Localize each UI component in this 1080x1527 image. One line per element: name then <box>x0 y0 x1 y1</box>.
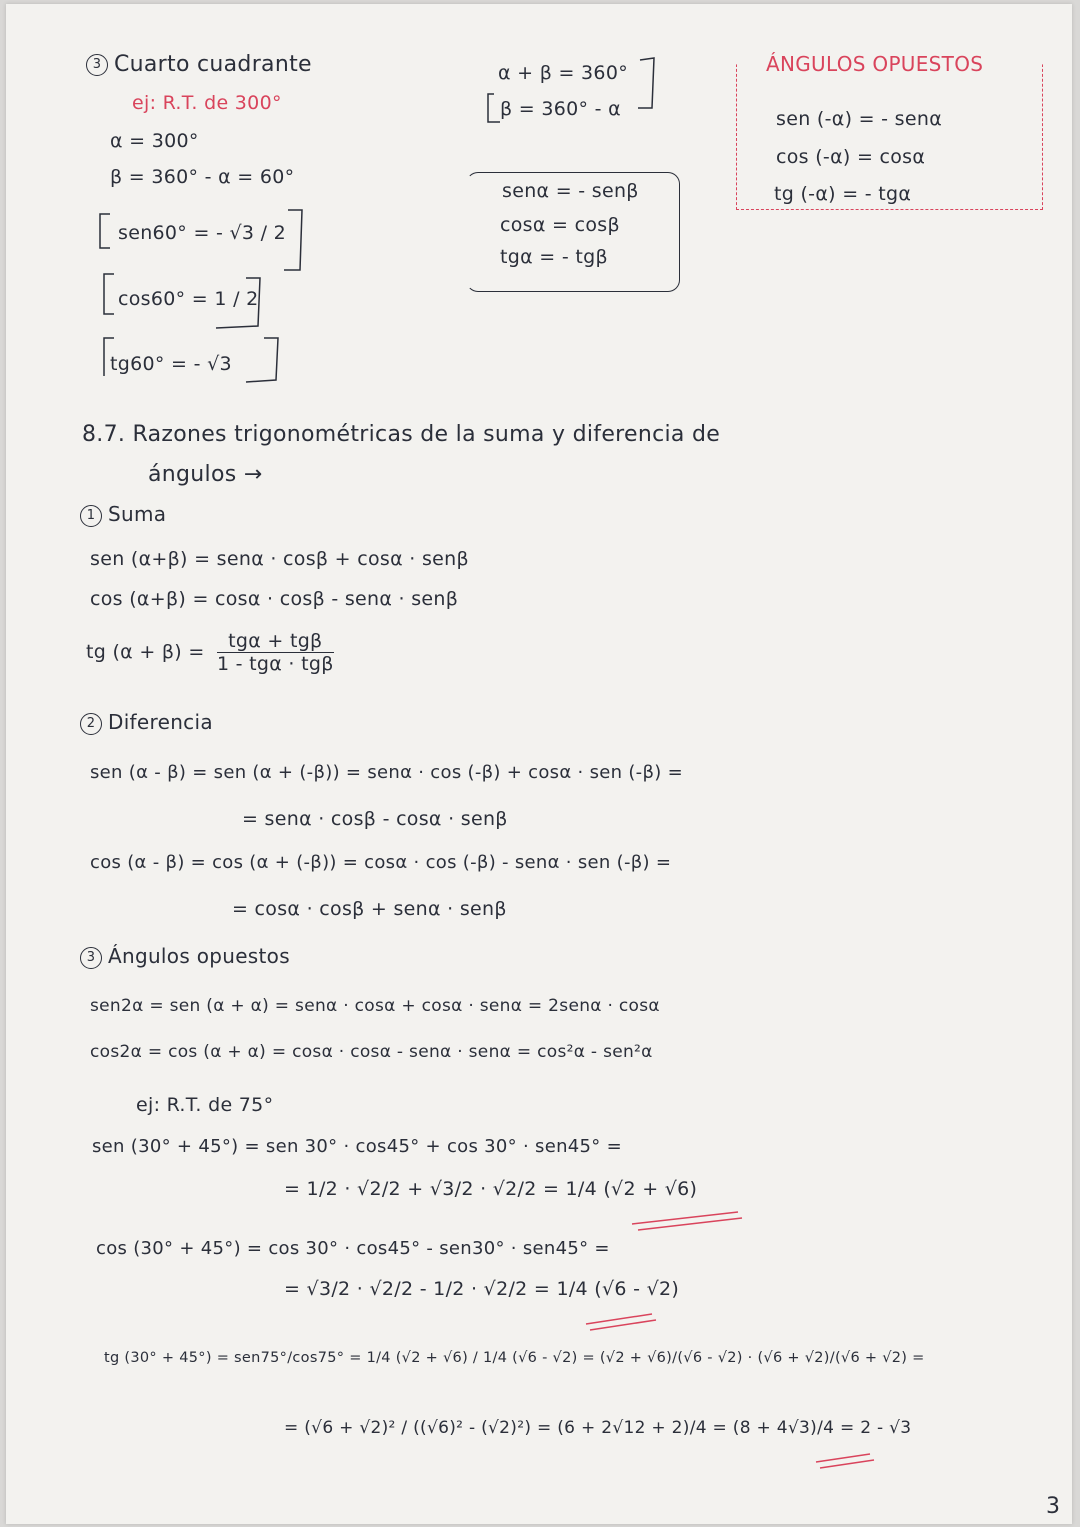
box-sen: senα = - senβ <box>502 180 639 202</box>
ex-cos-2: = √3/2 · √2/2 - 1/2 · √2/2 = 1/4 (√6 - √2) <box>284 1278 680 1300</box>
sen60: sen60° = - √3 / 2 <box>118 222 287 244</box>
cos60: cos60° = 1 / 2 <box>118 288 259 310</box>
underline-tg <box>812 1448 882 1470</box>
quadrant-heading <box>86 52 312 77</box>
opuestos-label: Ángulos opuestos <box>108 944 290 968</box>
diferencia-heading <box>80 710 213 735</box>
ex-cos-1: cos (30° + 45°) = cos 30° · cos45° - sen30° · sen45° = <box>96 1238 610 1259</box>
diferencia-number: 2 <box>80 713 102 735</box>
opposite-sen: sen (-α) = - senα <box>776 108 943 130</box>
box-tg: tgα = - tgβ <box>500 246 608 268</box>
quadrant-heading-text: Cuarto cuadrante <box>114 52 312 77</box>
page-number: 3 <box>1046 1494 1061 1519</box>
example-300: ej: R.T. de 300° <box>132 92 282 114</box>
suma-heading <box>80 502 166 527</box>
double-cos: cos2α = cos (α + α) = cosα · cosα - senα · senα = cos²α - sen²α <box>90 1042 653 1062</box>
suma-label: Suma <box>108 502 167 526</box>
alpha-value: α = 300° <box>110 130 199 152</box>
suma-number: 1 <box>80 505 102 527</box>
opposite-title: ÁNGULOS OPUESTOS <box>766 52 984 76</box>
underline-cos <box>582 1308 662 1334</box>
box-cos: cosα = cosβ <box>500 214 620 236</box>
suma-tg-lhs: tg (α + β) = <box>86 641 205 663</box>
ex-sen-2: = 1/2 · √2/2 + √3/2 · √2/2 = 1/4 (√2 + √6) <box>284 1178 698 1200</box>
ex-tg-1: tg (30° + 45°) = sen75°/cos75° = 1/4 (√2 + √6) / 1/4 (√6 - √2) = (√2 + √6)/(√6 - √2) · (√6 + √2)/(√6 + √2) = <box>104 1350 925 1366</box>
dif-cos-2: = cosα · cosβ + senα · senβ <box>232 898 507 920</box>
suma-tg-num: tgα + tgβ <box>217 630 334 653</box>
opposite-cos: cos (-α) = cosα <box>776 146 926 168</box>
suma-tg-den: 1 - tgα · tgβ <box>216 653 334 675</box>
bracket-marks <box>96 208 316 398</box>
section-title-cont: ángulos → <box>148 462 263 487</box>
dif-cos-1: cos (α - β) = cos (α + (-β)) = cosα · cos (-β) - senα · sen (-β) = <box>90 852 672 873</box>
suma-tg-fraction <box>217 630 334 675</box>
tg60: tg60° = - √3 <box>110 353 232 375</box>
ex-sen-1: sen (30° + 45°) = sen 30° · cos45° + cos 30° · sen45° = <box>92 1136 623 1157</box>
example-75: ej: R.T. de 75° <box>136 1094 274 1116</box>
double-sen: sen2α = sen (α + α) = senα · cosα + cosα · senα = 2senα · cosα <box>90 996 660 1016</box>
diferencia-label: Diferencia <box>108 710 213 734</box>
section-number: 3 <box>86 54 108 76</box>
alpha-plus-beta: α + β = 360° <box>498 62 629 84</box>
opuestos-number: 3 <box>80 947 102 969</box>
section-title: 8.7. Razones trigonométricas de la suma y diferencia de <box>82 422 721 447</box>
opuestos-heading <box>80 944 290 969</box>
dif-sen-2: = senα · cosβ - cosα · senβ <box>242 808 508 830</box>
suma-tg <box>86 630 334 675</box>
bracket-mid <box>480 48 670 128</box>
suma-sen: sen (α+β) = senα · cosβ + cosα · senβ <box>90 548 469 570</box>
beta-value: β = 360° - α = 60° <box>110 166 295 188</box>
ex-tg-2: = (√6 + √2)² / ((√6)² - (√2)²) = (6 + 2√12 + 2)/4 = (8 + 4√3)/4 = 2 - √3 <box>284 1418 912 1438</box>
beta-eq: β = 360° - α <box>500 98 621 120</box>
opposite-tg: tg (-α) = - tgα <box>774 183 912 205</box>
underline-sen <box>628 1206 748 1232</box>
suma-cos: cos (α+β) = cosα · cosβ - senα · senβ <box>90 588 459 610</box>
dif-sen-1: sen (α - β) = sen (α + (-β)) = senα · cos (-β) + cosα · sen (-β) = <box>90 762 683 783</box>
